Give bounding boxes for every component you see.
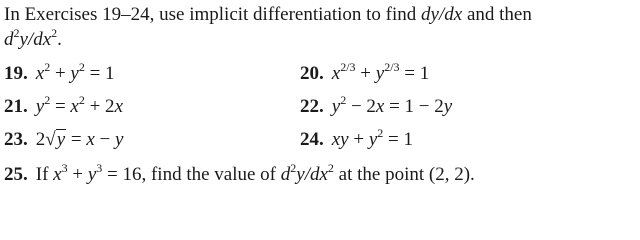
exercise-number: 19.	[4, 63, 28, 84]
exercise-21: 21. $y^2 = x^2 + 2x$	[4, 93, 123, 117]
exercise-19: 19. $x^2 + y^2 = 1$	[4, 60, 115, 84]
exercise-number: 20.	[300, 63, 324, 84]
exercise-25: 25. If $x^3 + y^3 = 16$, find the value of $d^2y/dx^2$ at the point (2, 2).	[4, 161, 475, 185]
exercise-24: 24. xy + $y^2 = 1$	[300, 126, 413, 150]
exercise-20: 20. $x^{2/3} + y^{2/3} = 1$	[300, 60, 430, 84]
exercise-number: 21.	[4, 96, 28, 117]
exercise-22: 22. $y^2 - 2x = 1 - 2y$	[300, 93, 453, 117]
instructions-text: In Exercises 19–24, use implicit differentiation to find	[4, 4, 422, 25]
dy-dx-expression: dy/dx	[421, 4, 463, 25]
square-root-symbol: √y	[45, 129, 66, 150]
instructions-text-end: and then	[462, 4, 532, 25]
second-derivative-d: d	[4, 29, 14, 50]
exercise-number: 23.	[4, 129, 28, 150]
instructions-line-1	[4, 4, 532, 26]
exercise-number: 22.	[300, 96, 324, 117]
exercise-number: 25.	[4, 164, 28, 185]
exercise-number: 24.	[300, 129, 324, 150]
second-derivative-expression: y/dx	[19, 29, 52, 50]
exercise-23: 23. 2√y = x − y	[4, 129, 124, 150]
instructions-line-2: $d^2y/dx^2$.	[4, 26, 62, 50]
